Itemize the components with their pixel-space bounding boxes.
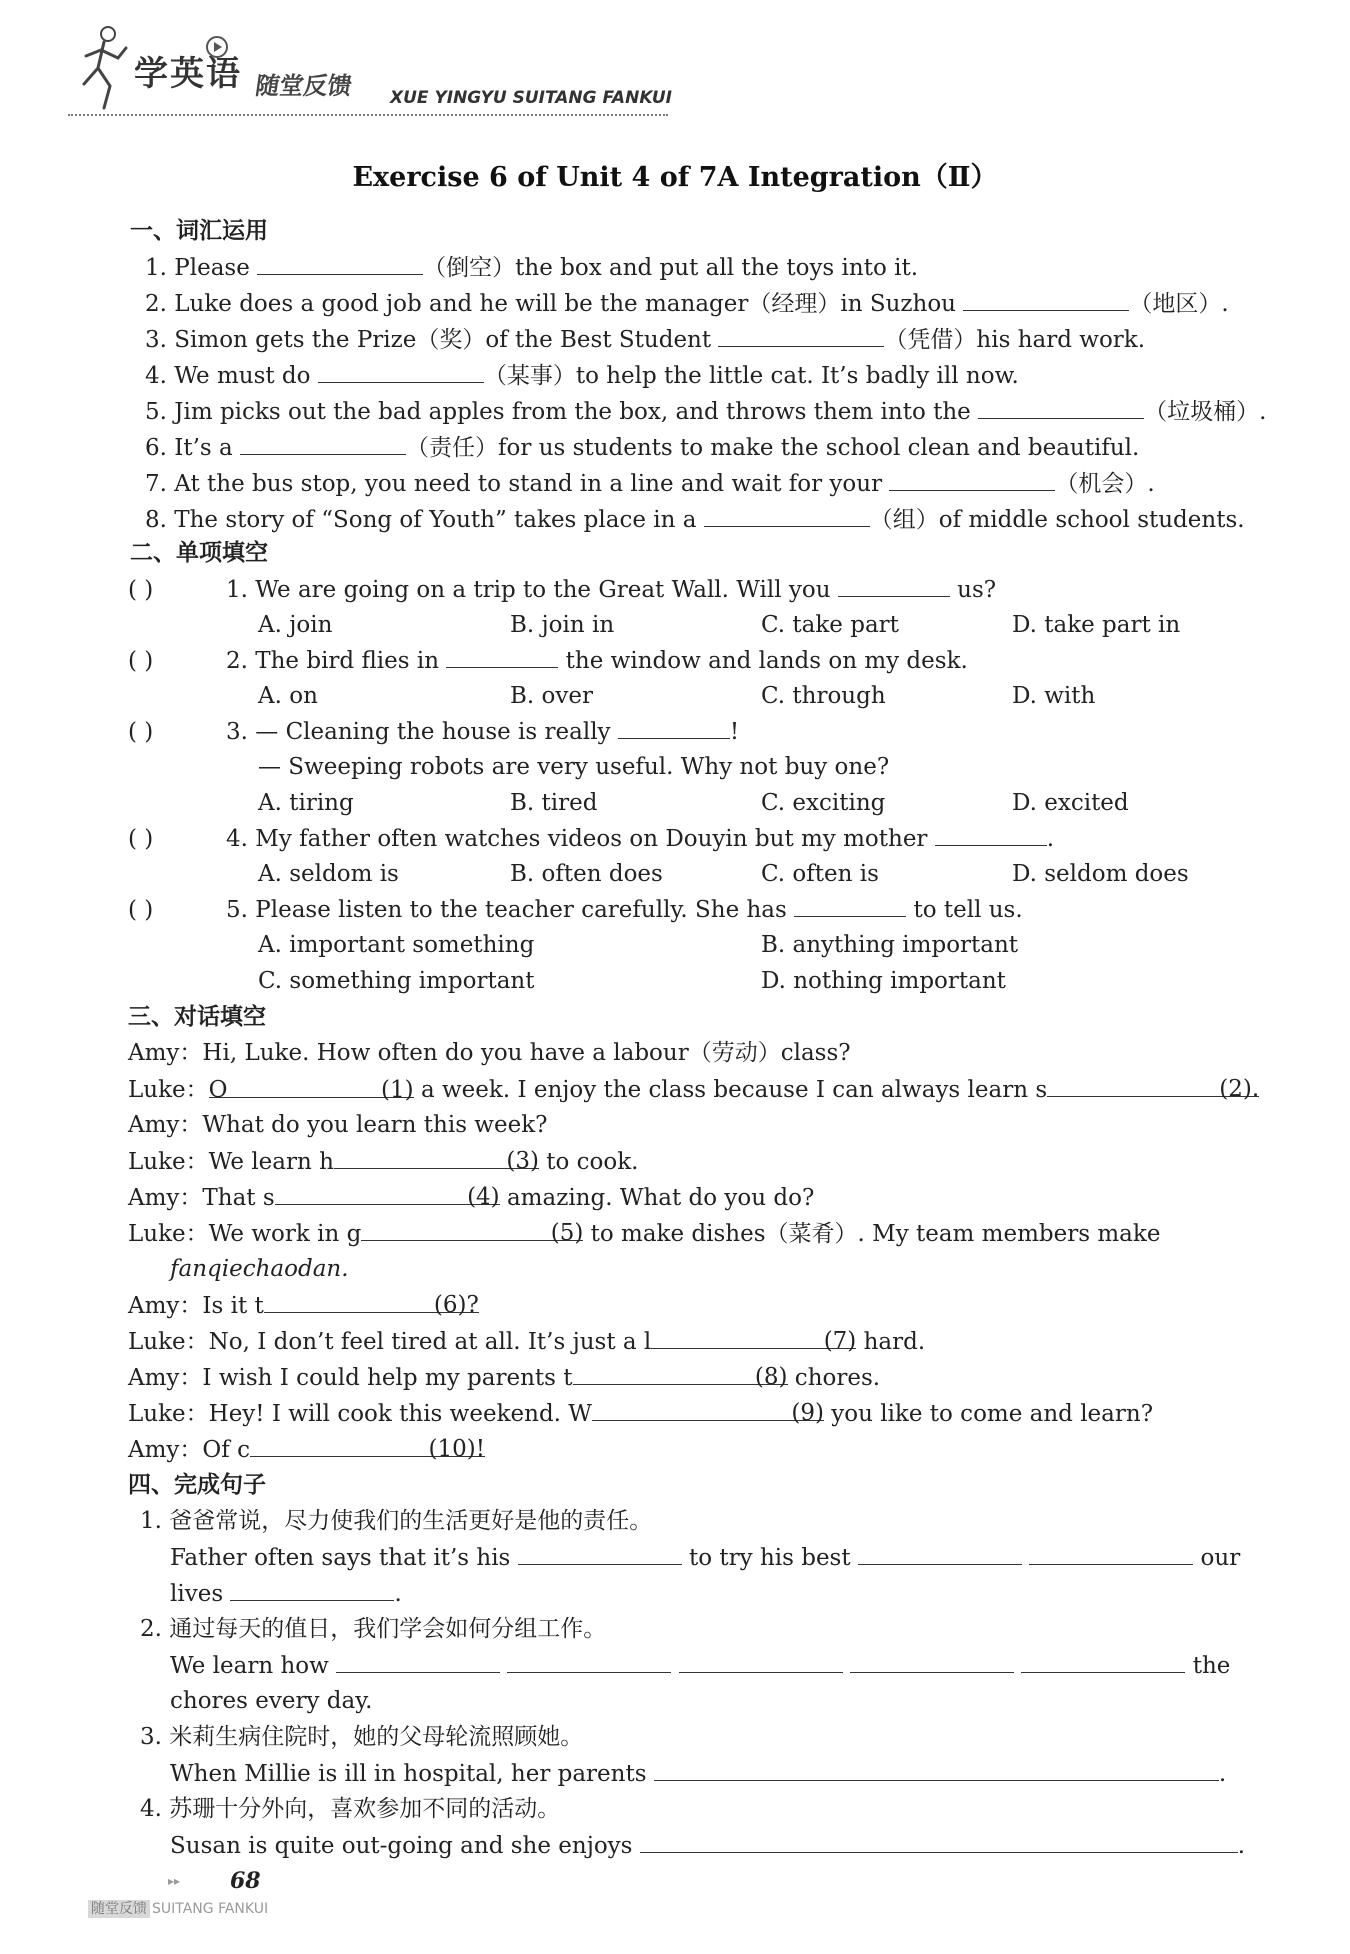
page-title: Exercise 6 of Unit 4 of 7A Integration（Ⅱ） — [352, 162, 998, 193]
option[interactable]: B. often does — [510, 861, 663, 887]
header-cn-title: 学英语 — [134, 54, 242, 94]
header-divider — [68, 114, 668, 116]
answer-blank[interactable]: (2). — [1047, 1074, 1259, 1097]
dialogue-line: Amy：What do you learn this week? — [128, 1112, 548, 1138]
choice-question: ( ) 3. — Cleaning the house is really ! — [128, 716, 739, 747]
dialogue-reply: — Sweeping robots are very useful. Why not buy one? — [258, 754, 890, 780]
answer-paren[interactable]: ( ) — [128, 648, 154, 674]
translation-answer: Susan is quite out-going and she enjoys . — [170, 1830, 1245, 1861]
option[interactable]: C. take part — [761, 612, 899, 638]
answer-blank[interactable] — [240, 432, 406, 455]
answer-blank[interactable] — [1021, 1650, 1185, 1673]
vocab-item: 4. We must do （某事）to help the little cat. It’s badly ill now. — [145, 360, 1019, 391]
answer-blank[interactable] — [838, 574, 950, 597]
choice-question: ( ) 2. The bird flies in the window and lands on my desk. — [128, 645, 968, 676]
dialogue-line: Amy：That s (4) amazing. What do you do? — [128, 1184, 815, 1211]
translation-prompt: 2. 通过每天的值日，我们学会如何分组工作。 — [140, 1616, 607, 1642]
option[interactable]: B. anything important — [761, 932, 1019, 958]
option[interactable]: A. seldom is — [258, 861, 399, 887]
answer-blank[interactable] — [257, 252, 423, 275]
dialogue-line: Luke：No, I don’t feel tired at all. It’s just a l (7) hard. — [128, 1328, 926, 1355]
answer-blank[interactable] — [446, 645, 558, 668]
option[interactable]: A. tiring — [258, 790, 354, 816]
option[interactable]: B. over — [510, 683, 593, 709]
answer-blank[interactable] — [640, 1830, 1238, 1853]
answer-paren[interactable]: ( ) — [128, 719, 154, 745]
option[interactable]: C. through — [761, 683, 886, 709]
vocab-item: 5. Jim picks out the bad apples from the box, and throws them into the （垃圾桶）. — [145, 396, 1266, 427]
translation-answer: When Millie is ill in hospital, her parents . — [170, 1758, 1226, 1789]
answer-blank[interactable] — [963, 288, 1129, 311]
answer-blank[interactable]: (8) — [573, 1362, 788, 1385]
answer-blank[interactable]: (5) — [361, 1218, 583, 1241]
answer-blank[interactable] — [507, 1650, 671, 1673]
answer-blank[interactable]: (10)! — [250, 1434, 485, 1457]
dialogue-line: Amy：I wish I could help my parents t (8) chores. — [128, 1364, 881, 1391]
translation-prompt: 3. 米莉生病住院时，她的父母轮流照顾她。 — [140, 1724, 584, 1750]
section-heading: 四、完成句子 — [128, 1472, 266, 1498]
translation-answer: lives . — [170, 1578, 402, 1609]
section-heading: 二、单项填空 — [130, 540, 268, 566]
option[interactable]: B. tired — [510, 790, 598, 816]
dialogue-line: fanqiechaodan. — [170, 1256, 349, 1282]
answer-blank[interactable]: (7) — [651, 1326, 856, 1349]
option[interactable]: D. nothing important — [761, 968, 1006, 994]
header-en-title: XUE YINGYU SUITANG FANKUI — [390, 88, 673, 108]
vocab-item: 8. The story of “Song of Youth” takes place in a （组）of middle school students. — [145, 504, 1245, 535]
option[interactable]: B. join in — [510, 612, 615, 638]
vocab-item: 6. It’s a （责任）for us students to make the school clean and beautiful. — [145, 432, 1139, 463]
answer-blank[interactable] — [518, 1542, 682, 1565]
answer-blank[interactable] — [889, 468, 1055, 491]
translation-answer: We learn how the — [170, 1650, 1230, 1681]
page-number: 68 — [230, 1868, 261, 1894]
option[interactable]: A. on — [258, 683, 318, 709]
answer-blank[interactable]: (4) — [275, 1182, 500, 1205]
header-cn-sub: 随堂反馈 — [253, 72, 354, 100]
dialogue-line: Luke：We learn h (3) to cook. — [128, 1148, 639, 1175]
answer-blank[interactable] — [850, 1650, 1014, 1673]
option[interactable]: C. exciting — [761, 790, 886, 816]
translation-prompt: 1. 爸爸常说，尽力使我们的生活更好是他的责任。 — [140, 1508, 653, 1534]
vocab-item: 2. Luke does a good job and he will be the manager（经理）in Suzhou （地区）. — [145, 288, 1229, 319]
translation-answer: Father often says that it’s his to try his best our — [170, 1542, 1240, 1573]
vocab-item: 7. At the bus stop, you need to stand in a line and wait for your （机会）. — [145, 468, 1155, 499]
answer-blank[interactable]: (6)? — [264, 1290, 479, 1313]
runner-logo-icon — [74, 24, 134, 112]
answer-blank[interactable] — [654, 1758, 1219, 1781]
dialogue-line: Luke：Hey! I will cook this weekend. W (9) you like to come and learn? — [128, 1400, 1154, 1427]
answer-blank[interactable] — [336, 1650, 500, 1673]
answer-paren[interactable]: ( ) — [128, 826, 154, 852]
answer-blank[interactable] — [858, 1542, 1022, 1565]
answer-blank[interactable]: (9) — [592, 1398, 824, 1421]
answer-paren[interactable]: ( ) — [128, 577, 154, 603]
answer-blank[interactable] — [318, 360, 484, 383]
translation-prompt: 4. 苏珊十分外向，喜欢参加不同的活动。 — [140, 1796, 561, 1822]
dialogue-line: Luke：We work in g (5) to make dishes（菜肴）. My team members make — [128, 1220, 1161, 1247]
option[interactable]: D. take part in — [1012, 612, 1181, 638]
answer-blank[interactable] — [718, 324, 884, 347]
option[interactable]: A. join — [258, 612, 333, 638]
dialogue-line: Luke：O (1) a week. I enjoy the class because I can always learn s (2). — [128, 1076, 1260, 1103]
answer-blank[interactable]: O (1) — [208, 1077, 414, 1103]
answer-blank[interactable] — [679, 1650, 843, 1673]
answer-blank[interactable] — [618, 716, 730, 739]
footer-tag: 随堂反馈 SUITANG FANKUI — [88, 1898, 268, 1918]
answer-blank[interactable] — [978, 396, 1144, 419]
dialogue-line: Amy：Of c (10)! — [128, 1436, 485, 1463]
option[interactable]: C. something important — [258, 968, 535, 994]
answer-blank[interactable] — [230, 1578, 394, 1601]
answer-paren[interactable]: ( ) — [128, 897, 154, 923]
answer-blank[interactable] — [1029, 1542, 1193, 1565]
choice-question: ( ) 1. We are going on a trip to the Great Wall. Will you us? — [128, 574, 996, 605]
choice-question: ( ) 5. Please listen to the teacher carefully. She has to tell us. — [128, 894, 1023, 925]
option[interactable]: C. often is — [761, 861, 879, 887]
vocab-item: 1. Please （倒空）the box and put all the toys into it. — [145, 252, 918, 283]
option[interactable]: A. important something — [258, 932, 535, 958]
footer-arrows-icon: ▸▸ — [168, 1874, 181, 1888]
vocab-item: 3. Simon gets the Prize（奖）of the Best Student （凭借）his hard work. — [145, 324, 1145, 355]
dialogue-line: Amy：Is it t (6)? — [128, 1292, 479, 1319]
answer-blank[interactable] — [704, 504, 870, 527]
section-heading: 一、词汇运用 — [130, 218, 268, 244]
option[interactable]: D. seldom does — [1012, 861, 1189, 887]
answer-blank[interactable] — [935, 823, 1047, 846]
dialogue-line: Amy：Hi, Luke. How often do you have a labour（劳动）class? — [128, 1040, 851, 1066]
option[interactable]: D. excited — [1012, 790, 1129, 816]
option[interactable]: D. with — [1012, 683, 1096, 709]
page-header — [68, 18, 688, 118]
answer-blank[interactable]: (3) — [334, 1146, 539, 1169]
translation-answer: chores every day. — [170, 1688, 373, 1714]
choice-question: ( ) 4. My father often watches videos on Douyin but my mother . — [128, 823, 1054, 854]
section-heading: 三、对话填空 — [128, 1004, 266, 1030]
answer-blank[interactable] — [794, 894, 906, 917]
